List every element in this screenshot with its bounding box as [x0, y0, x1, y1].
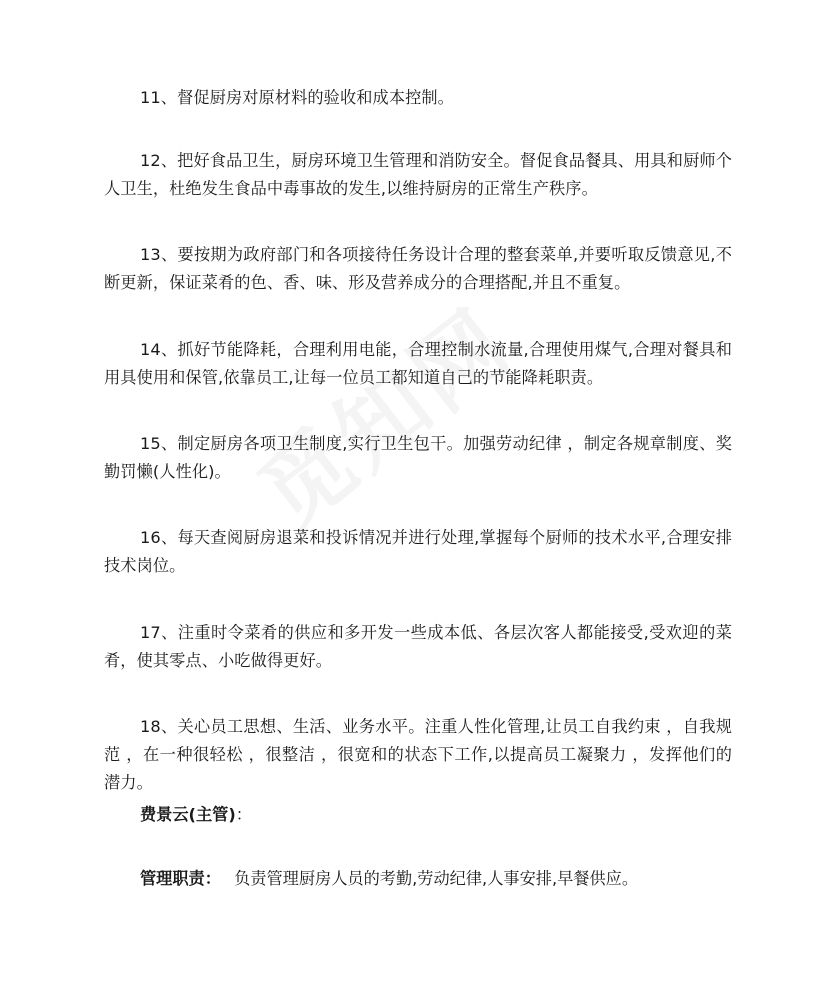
role-heading [140, 801, 252, 829]
duty-line [140, 865, 638, 893]
duty-label: 管理职责： [140, 869, 221, 888]
role-colon: ： [235, 805, 252, 824]
list-item-14: 14、抓好节能降耗，合理利用电能，合理控制水流量,合理使用煤气,合理对餐具和用具使用和保管,依靠员工,让每一位员工都知道自己的节能降耗职责。 [104, 340, 732, 387]
list-item-18: 18、关心员工思想、生活、业务水平。注重人性化管理,让员工自我约束 ，自我规范 ，在一种很轻松 ，很整洁 ，很宽和的状态下工作,以提高员工凝聚力 ，发挥他们的潜力。 [104, 717, 732, 792]
list-item-17: 17、注重时令菜肴的供应和多开发一些成本低、各层次客人都能接受,受欢迎的菜肴，使其零点、小吃做得更好。 [104, 623, 732, 670]
role-name: 费景云(主管) [140, 805, 236, 824]
list-item-11: 11、督促厨房对原材料的验收和成本控制。 [140, 88, 454, 107]
list-item-12: 12、把好食品卫生，厨房环境卫生管理和消防安全。督促食品餐具、用具和厨师个人卫生，杜绝发生食品中毒事故的发生,以维持厨房的正常生产秩序。 [104, 151, 732, 198]
list-item-15: 15、制定厨房各项卫生制度,实行卫生包干。加强劳动纪律 ，制定各规章制度、奖勤罚懒(人性化)。 [104, 434, 732, 481]
list-item-16: 16、每天查阅厨房退菜和投诉情况并进行处理,掌握每个厨师的技术水平,合理安排技术岗位。 [104, 528, 732, 575]
duty-text: 负责管理厨房人员的考勤,劳动纪律,人事安排,早餐供应。 [234, 869, 639, 888]
list-item-13: 13、要按期为政府部门和各项接待任务设计合理的整套菜单,并要听取反馈意见,不断更新，保证菜肴的色、香、味、形及营养成分的合理搭配,并且不重复。 [104, 245, 732, 292]
